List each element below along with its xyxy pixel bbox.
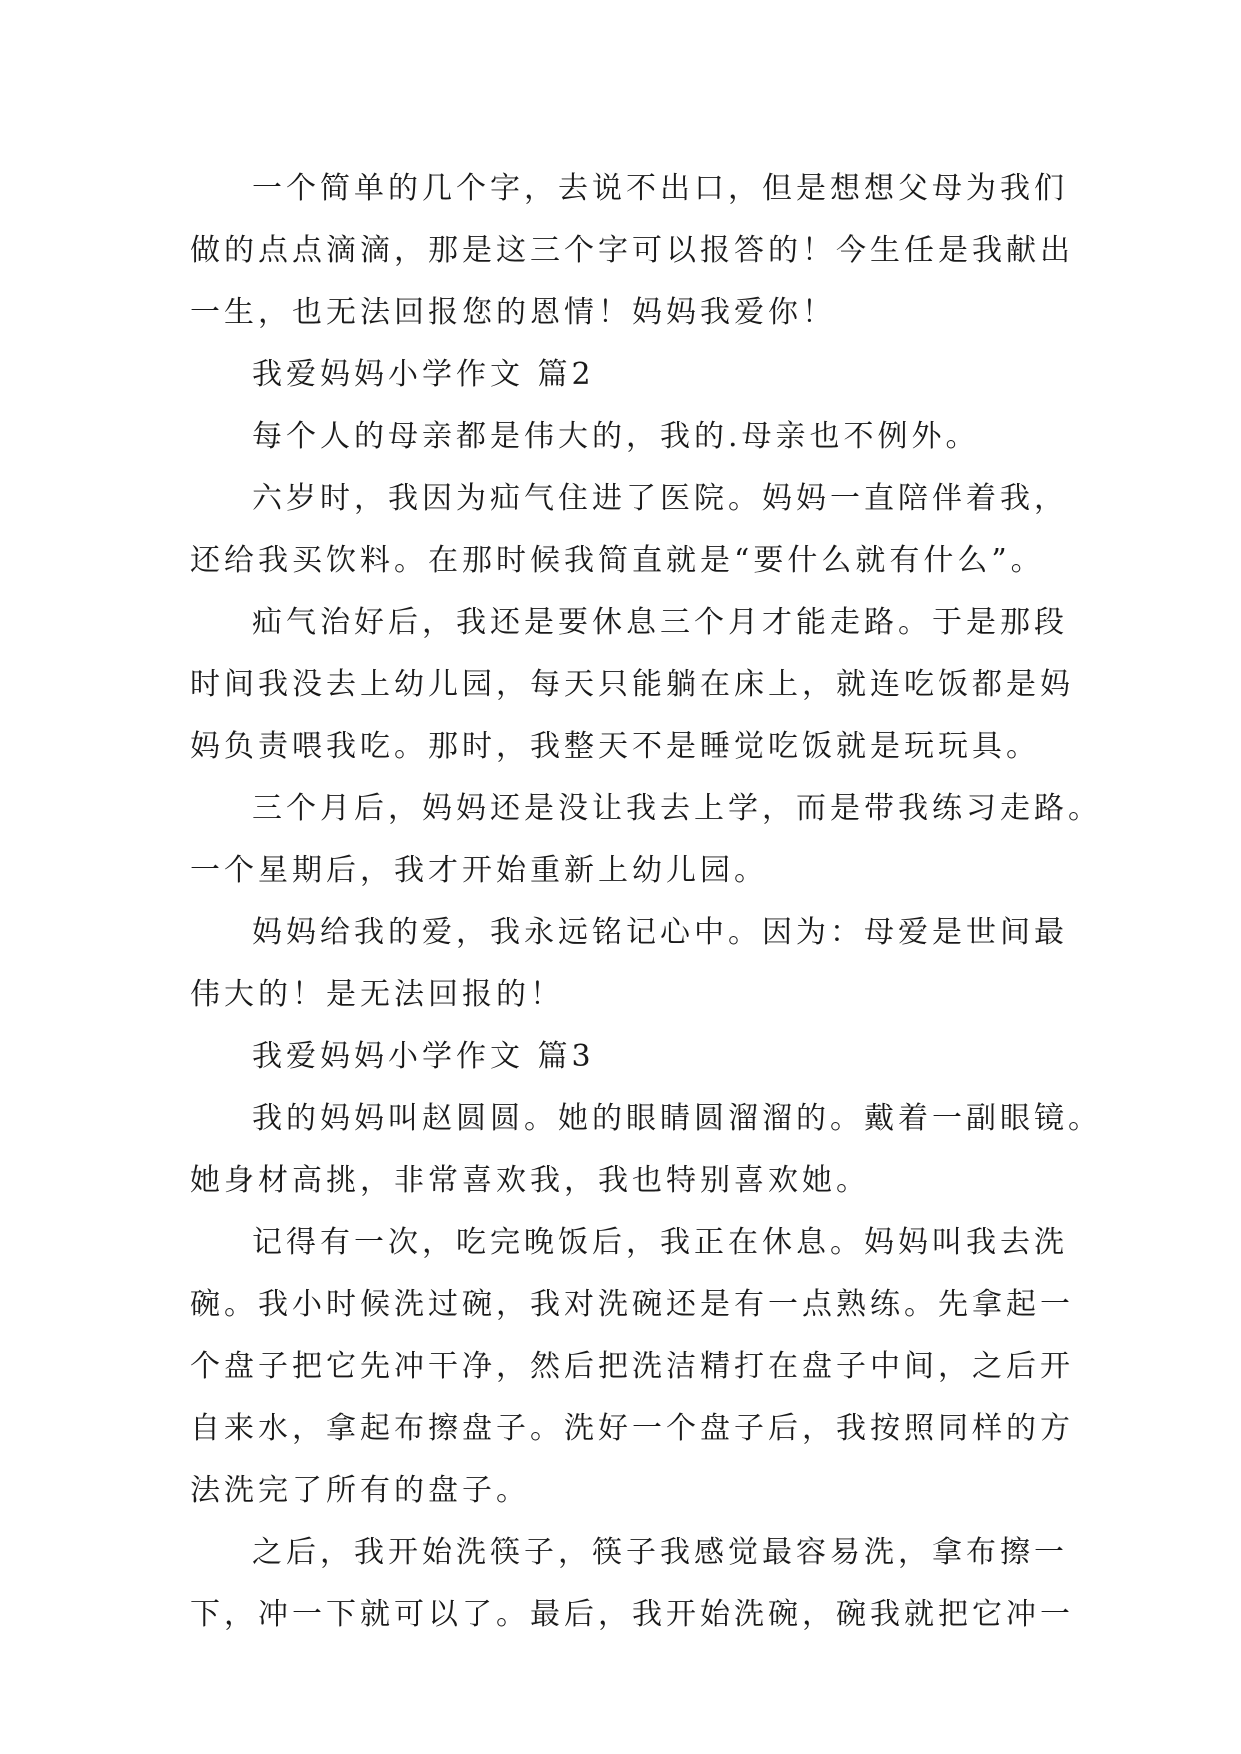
text-line: 每个人的母亲都是伟大的，我的.母亲也不例外。: [252, 419, 980, 454]
text-line: 我的妈妈叫赵圆圆。她的眼睛圆溜溜的。戴着一副眼镜。: [252, 1101, 1102, 1136]
text-line: 法洗完了所有的盘子。: [190, 1473, 530, 1508]
text-line: 六岁时，我因为疝气住进了医院。妈妈一直陪伴着我，: [252, 481, 1068, 516]
text-line: 她身材高挑，非常喜欢我，我也特别喜欢她。: [190, 1163, 870, 1198]
text-line: 做的点点滴滴，那是这三个字可以报答的！今生任是我献出: [190, 233, 1074, 268]
text-line: 碗。我小时候洗过碗，我对洗碗还是有一点熟练。先拿起一: [190, 1287, 1074, 1322]
text-line: 还给我买饮料。在那时候我简直就是“要什么就有什么”。: [190, 543, 1045, 578]
text-line: 一生，也无法回报您的恩情！妈妈我爱你！: [190, 295, 836, 330]
text-line: 妈妈给我的爱，我永远铭记心中。因为：母爱是世间最: [252, 915, 1068, 950]
text-line: 妈负责喂我吃。那时，我整天不是睡觉吃饭就是玩玩具。: [190, 729, 1040, 764]
text-line: 疝气治好后，我还是要休息三个月才能走路。于是那段: [252, 605, 1068, 640]
text-line: 记得有一次，吃完晚饭后，我正在休息。妈妈叫我去洗: [252, 1225, 1068, 1260]
section-heading: 我爱妈妈小学作文 篇3: [252, 1039, 595, 1074]
text-line: 伟大的！是无法回报的！: [190, 977, 564, 1012]
text-line: 一个星期后，我才开始重新上幼儿园。: [190, 853, 768, 888]
text-line: 之后，我开始洗筷子，筷子我感觉最容易洗，拿布擦一: [252, 1535, 1068, 1570]
text-line: 时间我没去上幼儿园，每天只能躺在床上，就连吃饭都是妈: [190, 667, 1074, 702]
document-body: [190, 158, 1102, 1646]
text-line: 三个月后，妈妈还是没让我去上学，而是带我练习走路。: [252, 791, 1102, 826]
text-line: 个盘子把它先冲干净，然后把洗洁精打在盘子中间，之后开: [190, 1349, 1074, 1384]
text-line: 自来水，拿起布擦盘子。洗好一个盘子后，我按照同样的方: [190, 1411, 1074, 1446]
section-heading: 我爱妈妈小学作文 篇2: [252, 357, 595, 392]
text-line: 一个简单的几个字，去说不出口，但是想想父母为我们: [252, 171, 1068, 206]
text-line: 下，冲一下就可以了。最后，我开始洗碗，碗我就把它冲一: [190, 1597, 1074, 1632]
